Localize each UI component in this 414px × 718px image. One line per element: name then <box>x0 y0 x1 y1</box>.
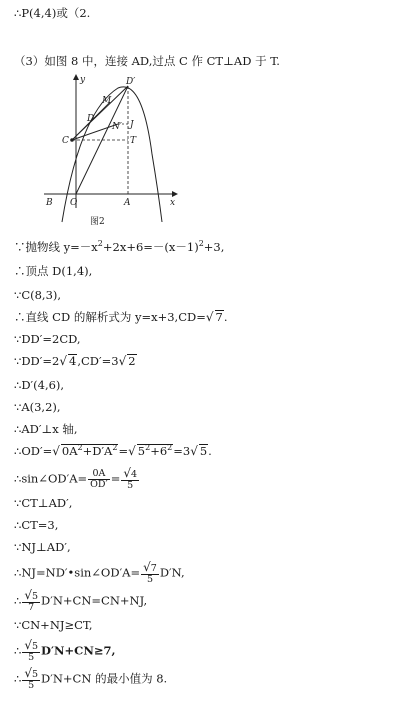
text: ,CD′=3 <box>77 354 119 368</box>
denominator: 5 <box>146 574 153 585</box>
denominator: OD′ <box>90 479 108 490</box>
text: ∴ <box>14 643 22 658</box>
sqrt-sign: √ <box>190 444 198 458</box>
y-axis-arrow <box>73 74 79 80</box>
text: +6 <box>150 444 168 458</box>
line-2 <box>14 54 280 68</box>
line-10 <box>14 400 61 414</box>
line-6 <box>14 310 228 324</box>
sqrt-sign: √ <box>52 444 60 458</box>
point-c <box>70 138 74 142</box>
text: ∴CT=3, <box>14 518 59 532</box>
sqrt-sign: √ <box>123 466 131 480</box>
fraction <box>22 668 40 691</box>
text: 4 <box>131 469 138 480</box>
fraction <box>22 590 40 613</box>
text: = <box>110 471 121 486</box>
line-13 <box>14 468 140 491</box>
sqrt-body <box>137 444 173 457</box>
line-9 <box>14 378 64 392</box>
sqrt-value: 7 <box>215 310 223 324</box>
text: ∴直线 CD 的解析式为 y=x+3,CD= <box>14 310 206 324</box>
text: ∴P(4,4)或（2. <box>14 6 91 20</box>
line-4 <box>14 264 92 278</box>
text: 5 <box>31 669 39 680</box>
denominator: 5 <box>28 652 35 663</box>
text: ∴sin∠OD′A= <box>14 471 88 486</box>
line-12 <box>14 444 212 458</box>
label-o: O <box>70 198 78 208</box>
label-c: C <box>62 136 69 146</box>
denominator: 5 <box>28 680 35 691</box>
sqrt-value: 4 <box>68 354 77 368</box>
sqrt-value: 5 <box>199 444 208 458</box>
text: 7 <box>150 563 157 574</box>
label-n: N′ <box>112 122 122 132</box>
text: ∵DD′=2 <box>14 354 60 368</box>
fraction <box>88 469 110 490</box>
text: ∵抛物线 y=－x <box>14 240 98 254</box>
superscript: 2 <box>77 443 83 453</box>
parabola-figure <box>40 72 190 230</box>
line-7 <box>14 332 81 346</box>
text: ∴OD′= <box>14 444 53 458</box>
text: ∵CN+NJ≥CT, <box>14 618 93 632</box>
text: （3）如图 8 中，连接 AD,过点 C 作 CT⊥AD 于 T. <box>14 54 280 68</box>
sqrt-sign: √ <box>143 560 151 574</box>
sqrt-sign: √ <box>24 666 32 680</box>
line-18 <box>14 590 147 613</box>
line-5 <box>14 288 61 302</box>
line-21 <box>14 668 167 691</box>
label-y: y <box>80 75 86 85</box>
period: . <box>208 444 212 458</box>
line-14 <box>14 496 72 510</box>
label-m: M <box>102 96 112 106</box>
sqrt-sign: √ <box>118 354 127 368</box>
text: ∵C(8,3), <box>14 288 62 302</box>
superscript: 2 <box>167 443 173 453</box>
text: ∴顶点 D(1,4), <box>14 264 93 278</box>
sqrt-sign: √ <box>128 444 136 458</box>
sqrt-sign: √ <box>24 638 32 652</box>
text: ∴NJ=ND′•sin∠OD′A= <box>14 565 141 580</box>
superscript: 2 <box>198 239 204 249</box>
text: 5 <box>137 444 146 458</box>
line-8 <box>14 354 137 368</box>
line-11 <box>14 422 78 436</box>
superscript: 2 <box>145 443 151 453</box>
text: D′N+CN=CN+NJ, <box>41 593 148 608</box>
label-j: J <box>130 120 134 130</box>
text: ∵NJ⊥AD′, <box>14 540 71 554</box>
superscript: 2 <box>112 443 118 453</box>
text: D′N+CN 的最小值为 8. <box>41 671 168 686</box>
text: +D′A <box>82 444 113 458</box>
fraction <box>141 562 159 585</box>
superscript: 2 <box>97 239 103 249</box>
label-a: A <box>124 198 131 208</box>
sqrt-sign: √ <box>24 588 32 602</box>
sqrt-value: 2 <box>128 354 136 368</box>
sqrt-body <box>61 444 119 457</box>
label-dprime: D′ <box>126 77 136 87</box>
text: D′N+CN≥7, <box>41 643 116 658</box>
line-19 <box>14 618 93 632</box>
line-17 <box>14 562 185 585</box>
fraction <box>121 468 139 491</box>
line-3 <box>14 240 224 254</box>
text: ∴ <box>14 593 22 608</box>
fraction <box>22 640 40 663</box>
text: +3, <box>203 240 225 254</box>
numerator: 0A <box>88 469 110 480</box>
text: 5 <box>31 591 39 602</box>
text: D′N, <box>159 565 185 580</box>
x-axis-arrow <box>172 191 178 197</box>
text: = <box>118 444 129 458</box>
line-16 <box>14 540 71 554</box>
text: ∴ <box>14 671 22 686</box>
text: 5 <box>31 641 39 652</box>
sqrt-sign: √ <box>59 354 67 368</box>
line-20 <box>14 640 116 663</box>
line-1 <box>14 6 90 20</box>
text: ∵A(3,2), <box>14 400 61 414</box>
label-b: B <box>46 198 53 208</box>
text: ∵DD′=2CD, <box>14 332 81 346</box>
figure-caption: 图2 <box>90 217 105 227</box>
label-t: T <box>130 136 137 146</box>
text: ∵CT⊥AD′, <box>14 496 73 510</box>
period: . <box>223 310 228 324</box>
denominator: 5 <box>127 480 134 491</box>
label-x: x <box>170 198 176 208</box>
text: =3 <box>173 444 191 458</box>
label-d: D <box>87 114 95 124</box>
text: ∴AD′⊥x 轴, <box>14 422 78 436</box>
text: 0A <box>61 444 78 458</box>
denominator: 7 <box>28 602 35 613</box>
text: ∴D′(4,6), <box>14 378 65 392</box>
sqrt-sign: √ <box>205 310 214 324</box>
line-15 <box>14 518 58 532</box>
text: +2x+6=－(x－1) <box>102 240 199 254</box>
